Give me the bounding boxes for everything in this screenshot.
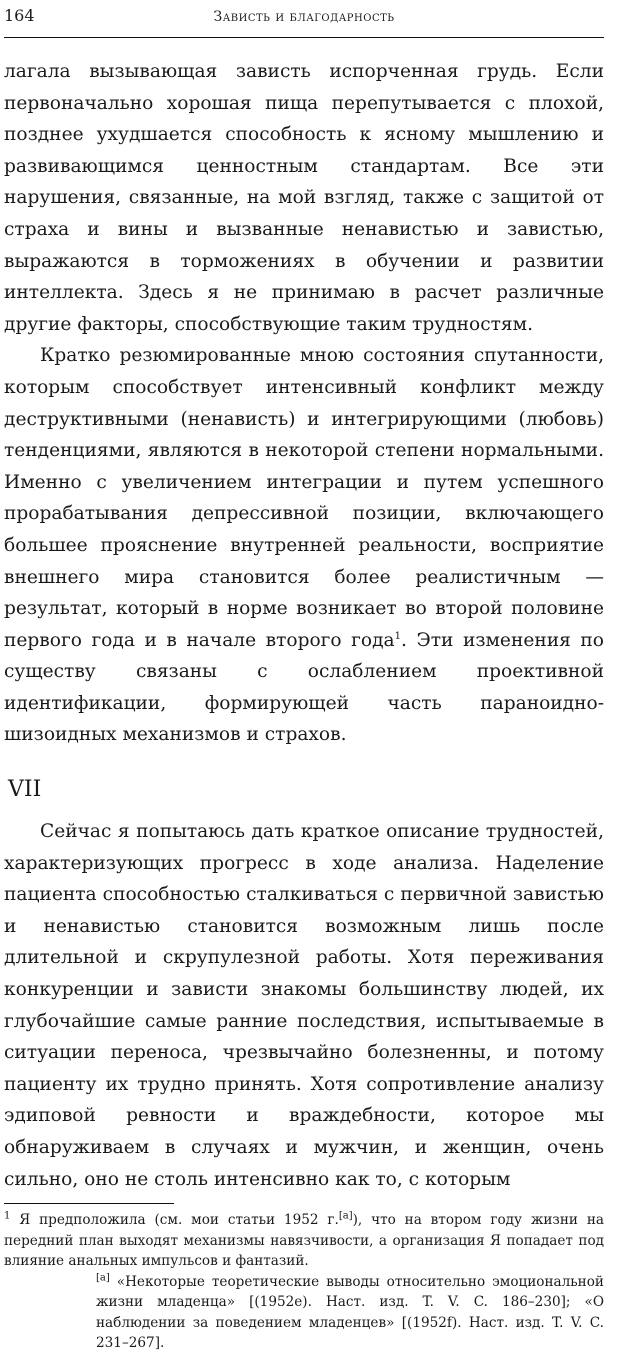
footnote-a-marker: [a] <box>96 1272 110 1284</box>
page-number: 164 <box>4 6 35 25</box>
footnote-a: [a] «Некоторые теоретические выводы относительно эмоциональной жизни младенца» [(1952e). Наст. изд. T. V. C. 186–230]; «О наблюдении за поведением младенцев» [(1952f). Наст. изд. T. V. C. 231–267]. <box>96 1272 604 1352</box>
footnote-rule <box>4 1203 174 1204</box>
header-rule <box>4 37 604 38</box>
footnote-marker: 1 <box>394 630 402 642</box>
footnotes <box>4 1210 604 1354</box>
running-title: Зависть и благодарность <box>213 9 395 25</box>
footnote-1: $^1$ Я предположила (см. мои статьи 1952 г.[a]), что на втором году жизни на передний план выходят механизмы навязчивости, а организация Я попадает под влияние анальных импульсов и фантазий. <box>4 1210 604 1270</box>
paragraph: Кратко резюмированные мною состояния спутанности, которым способствует интенсивный конфликт между деструктивными (ненависть) и интегрирующими (любовь) тенденциями, являются в некоторой степени нормальными. Именно с увеличением интеграции и путем успешного прорабатывания депрессивной позиции, включающего большее прояснение внутренней реальности, восприятие внешнего мира становится более реалистичным — результат, который в норме возникает во второй половине первого года и в начале второго года$^1$. Эти изменения по существу связаны с ослаблением проективной идентификации, формирующей часть параноидно-шизоидных механизмов и страхов. <box>4 345 604 746</box>
paragraph-text: Эти изменения по существу связаны с ослаблением проективной идентификации, формирующей часть параноидно-шизоидных механизмов и страхов. <box>4 629 604 746</box>
section-heading: VII <box>8 777 42 803</box>
main-text <box>4 56 604 1195</box>
paragraph: Сейчас я попытаюсь дать краткое описание трудностей, характеризующих прогресс в ходе анализа. Наделение пациента способностью сталкиваться с первичной завистью и ненавистью становится возможным лишь после длительной и скрупулезной работы. Хотя переживания конкуренции и зависти знакомы большинству людей, их глубочайшие самые ранние последствия, испытываемые в ситуации переноса, чрезвычайно болезненны, и потому пациенту их трудно принять. Хотя сопротивление анализу эдиповой ревности и враждебности, которое мы обнаруживаем в случаях и мужчин, и женщин, очень сильно, оно не столь интенсивно как то, с которым <box>4 821 604 1190</box>
paragraph: лагала вызывающая зависть испорченная грудь. Если первоначально хорошая пища перепутывается с плохой, позднее ухудшается способность к ясному мышлению и развивающимся ценностным стандартам. Все эти нарушения, связанные, на мой взгляд, также с защитой от страха и вины и вызванные ненавистью и завистью, выражаются в торможениях в обучении и развитии интеллекта. Здесь я не принимаю в расчет различные другие факторы, способствующие таким трудностям. <box>4 61 604 335</box>
footnote-ref: [a] <box>338 1210 353 1222</box>
paragraph-text: Кратко резюмированные мною состояния спутанности, которым способствует интенсивный конфликт между деструктивными (ненависть) и интегрирующими (любовь) тенденциями, являются в некоторой степени нормальными. Именно с увеличением интеграции и путем успешного прорабатывания депрессивной позиции, включающего большее прояснение внутренней реальности, восприятие внешнего мира становится более реалистичным — результат, который в норме возникает во второй половине первого года и в начале второго года <box>4 345 604 651</box>
footnote-1-marker: 1 <box>4 1210 11 1222</box>
page-header <box>4 0 604 33</box>
